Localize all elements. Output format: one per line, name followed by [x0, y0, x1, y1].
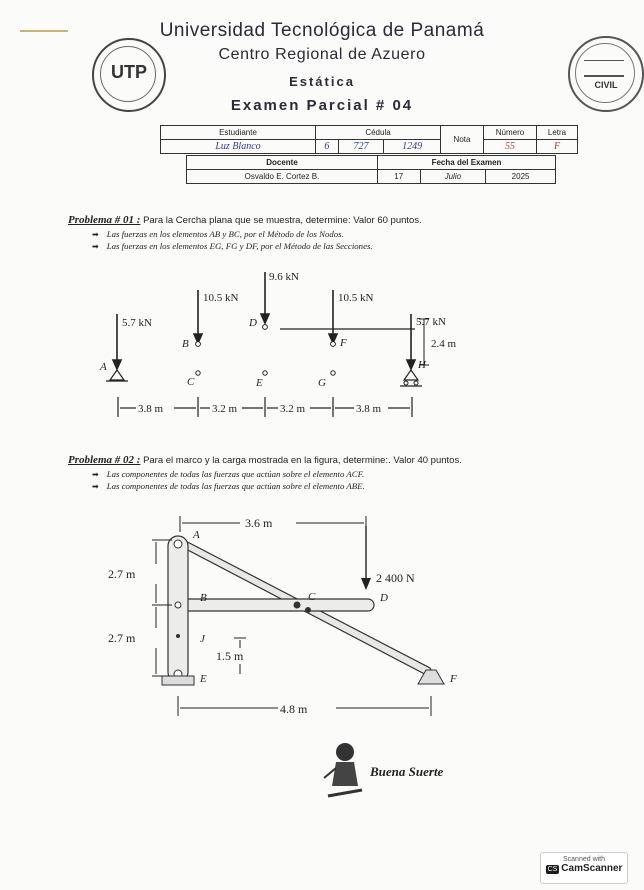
label-a: A [193, 529, 200, 541]
label-e: E [200, 673, 207, 685]
docente-value: Osvaldo E. Cortez B. [187, 170, 378, 184]
dim-3-6: 3.6 m [245, 516, 273, 530]
label-b: B [200, 592, 207, 604]
node-d: D [249, 317, 257, 329]
cedula-part-2: 727 [338, 140, 383, 154]
university-name: Universidad Tecnológica de Panamá [159, 20, 485, 41]
member-bcd [178, 599, 374, 611]
problem1-bullet-1: ➡ Las fuerzas en los elementos AB y BC, por el Método de los Nodos. [92, 229, 344, 239]
closing-text: Buena Suerte [370, 764, 444, 779]
cartoon-figure-icon [318, 738, 368, 802]
load-2400: 2 400 N [376, 571, 415, 585]
dim-4-8: 4.8 m [280, 702, 308, 716]
problem2-bullet-1: ➡ Las componentes de todas las fuerzas que actúan sobre el elemento ACF. [92, 469, 365, 479]
problem2-heading [68, 454, 628, 466]
problem2-bullet-1-text: Las componentes de todas las fuerzas que actúan sobre el elemento ACF. [106, 469, 365, 479]
node-g: G [318, 377, 326, 389]
label-d: D [380, 592, 388, 604]
problem1-heading [68, 214, 628, 226]
teacher-info-table [186, 155, 556, 184]
span-1: 3.8 m [138, 403, 164, 415]
dim-2-7-top: 2.7 m [108, 567, 136, 581]
subject-name: Estática [289, 74, 355, 89]
student-info-table [160, 125, 578, 154]
cedula-part-1: 6 [316, 140, 339, 154]
span-3: 3.2 m [280, 403, 306, 415]
cedula-part-3: 1249 [384, 140, 441, 154]
dim-2-7-bottom: 2.7 m [108, 631, 136, 645]
truss-diagram [90, 262, 490, 427]
member-abe [168, 536, 188, 682]
camscanner-brand: CamScanner [561, 863, 623, 874]
docente-label: Docente [187, 156, 378, 170]
fecha-label: Fecha del Examen [378, 156, 556, 170]
node-f: F [340, 337, 347, 349]
problem1-bullet-2: ➡ Las fuerzas en los elementos EG, FG y DF, por el Método de las Secciones. [92, 241, 373, 251]
camscanner-badge [540, 852, 628, 884]
problem1-statement: Para la Cercha plana que se muestra, determine: Valor 60 puntos. [143, 215, 422, 226]
problem2-statement: Para el marco y la carga mostrada en la figura, determine:. Valor 40 puntos. [143, 455, 462, 466]
load-3: 9.6 kN [269, 271, 299, 283]
letra-value: F [537, 140, 578, 154]
problem1-bullet-2-text: Las fuerzas en los elementos EG, FG y DF, por el Método de las Secciones. [106, 241, 373, 251]
label-j: J [200, 633, 205, 645]
node-b: B [182, 338, 189, 350]
exam-title: Examen Parcial # 04 [230, 97, 414, 114]
span-2: 3.2 m [212, 403, 238, 415]
numero-value: 55 [484, 140, 537, 154]
student-value: Luz Blanco [161, 140, 316, 154]
problem2-bullet-2: ➡ Las componentes de todas las fuerzas que actúan sobre el elemento ABE. [92, 481, 365, 491]
letra-label: Letra [537, 126, 578, 140]
problem1-title: Problema # 01 : [68, 214, 141, 226]
center-name: Centro Regional de Azuero [218, 46, 426, 63]
dim-1-5: 1.5 m [216, 649, 244, 663]
utp-logo-text: UTP [111, 62, 147, 82]
node-c: C [187, 376, 195, 388]
fecha-year: 2025 [486, 170, 556, 184]
camscanner-caption: Scanned with [562, 856, 606, 863]
civil-logo-text: CIVIL [594, 80, 618, 90]
frame-diagram [100, 508, 490, 723]
node-h: H [418, 359, 426, 371]
numero-label: Número [484, 126, 537, 140]
truss-height: 2.4 m [431, 338, 457, 350]
cedula-label: Cédula [316, 126, 441, 140]
load-5: 5.7 kN [416, 316, 446, 328]
label-f: F [450, 673, 457, 685]
problem1-bullet-1-text: Las fuerzas en los elementos AB y BC, por el Método de los Nodos. [106, 229, 344, 239]
load-4: 10.5 kN [338, 292, 374, 304]
load-1: 5.7 kN [122, 317, 152, 329]
node-e: E [256, 377, 263, 389]
problem2-title: Problema # 02 : [68, 454, 141, 466]
student-label: Estudiante [161, 126, 316, 140]
load-2: 10.5 kN [203, 292, 239, 304]
fecha-month: Julio [420, 170, 486, 184]
nota-label: Nota [441, 126, 484, 154]
node-a: A [100, 361, 107, 373]
span-4: 3.8 m [356, 403, 382, 415]
label-c: C [308, 591, 316, 603]
camscanner-icon: CS [547, 866, 558, 873]
problem2-bullet-2-text: Las componentes de todas las fuerzas que actúan sobre el elemento ABE. [106, 481, 365, 491]
fecha-day: 17 [378, 170, 421, 184]
